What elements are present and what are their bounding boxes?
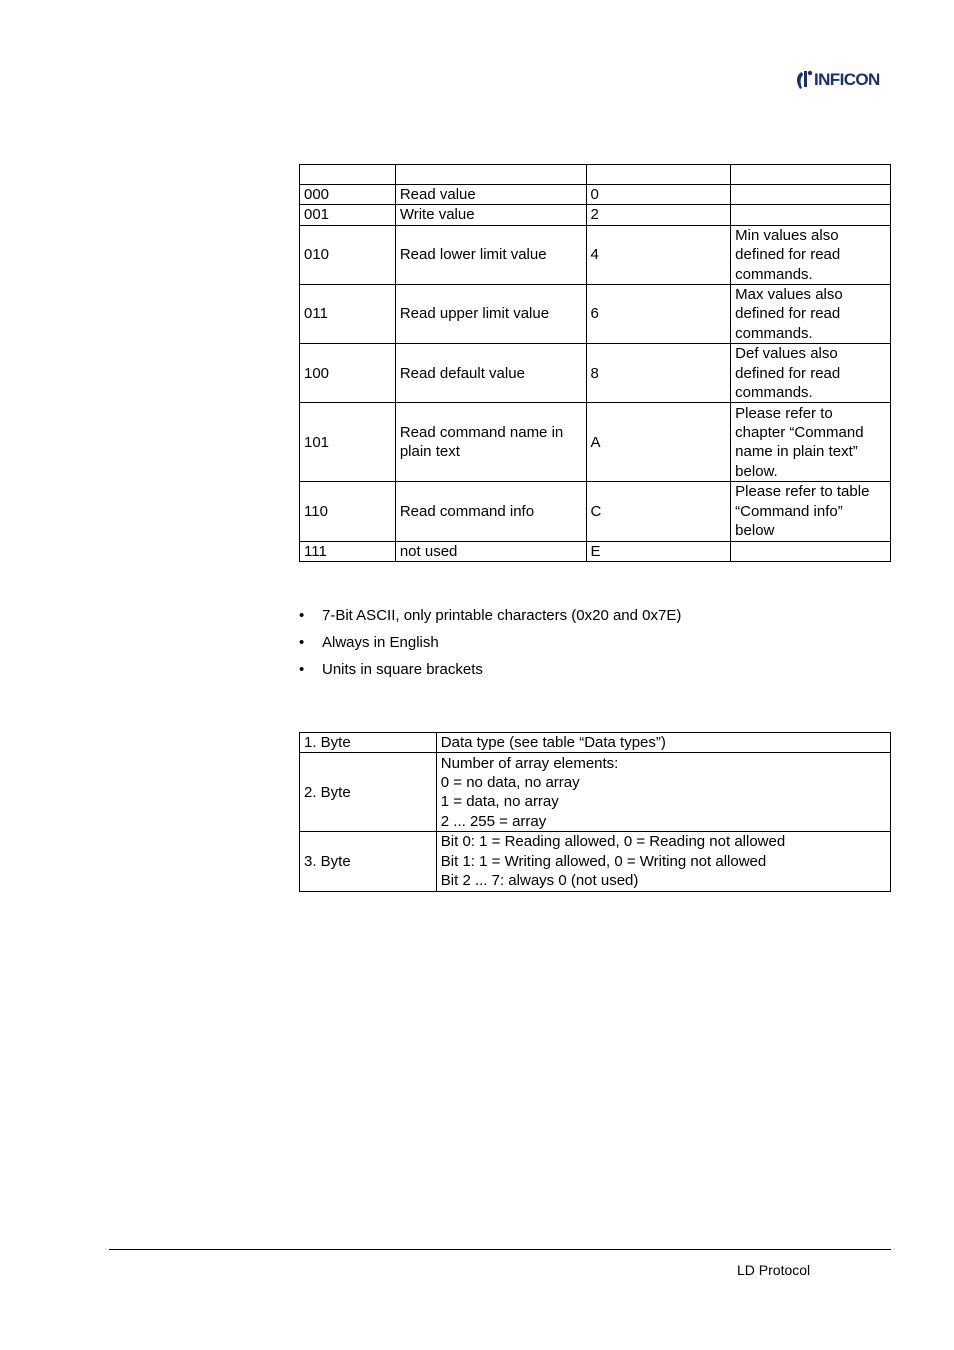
table-row bbox=[300, 832, 891, 891]
description-line: Bit 0: 1 = Reading allowed, 0 = Reading not allowed bbox=[440, 833, 786, 851]
bits-cell: 000 bbox=[300, 185, 396, 205]
code-cell: 8 bbox=[586, 344, 731, 403]
logo-text: INFICON bbox=[814, 69, 880, 89]
code-cell: 0 bbox=[586, 185, 731, 205]
note-cell bbox=[731, 205, 891, 225]
meaning-cell: Read command name in plain text bbox=[395, 403, 586, 482]
byte-cell: 3. Byte bbox=[300, 832, 437, 891]
note-cell: Please refer to chapter “Command name in plain text” below. bbox=[731, 403, 891, 482]
list-item-text: Units in square brackets bbox=[322, 661, 483, 678]
bits-cell: 011 bbox=[300, 285, 396, 344]
code-cell: 6 bbox=[586, 285, 731, 344]
bits-cell: 111 bbox=[300, 541, 396, 561]
code-cell: 4 bbox=[586, 225, 731, 284]
bits-cell: 101 bbox=[300, 403, 396, 482]
description-line: 1 = data, no array bbox=[440, 793, 559, 811]
inficon-logo-icon bbox=[795, 69, 813, 89]
list-item-text: 7-Bit ASCII, only printable characters (0x20 and 0x7E) bbox=[322, 607, 682, 624]
table-row bbox=[300, 403, 891, 482]
table-cell bbox=[731, 165, 891, 185]
bits-cell: 100 bbox=[300, 344, 396, 403]
description-line: Data type (see table “Data types”) bbox=[440, 734, 666, 751]
footer-divider bbox=[109, 1249, 891, 1250]
description-cell bbox=[436, 753, 890, 832]
bullet-icon: • bbox=[299, 634, 305, 651]
description-line: 0 = no data, no array bbox=[440, 774, 580, 791]
bullet-icon: • bbox=[299, 661, 305, 678]
description-line: Bit 2 ... 7: always 0 (not used) bbox=[440, 872, 639, 890]
meaning-cell: Read command info bbox=[395, 482, 586, 541]
note-cell: Min values also defined for read commands. bbox=[731, 225, 891, 284]
table-row bbox=[300, 482, 891, 541]
table-cell bbox=[300, 165, 396, 185]
meaning-cell: Read lower limit value bbox=[395, 225, 586, 284]
description-cell bbox=[436, 733, 890, 753]
table-row bbox=[300, 285, 891, 344]
note-cell: Max values also defined for read commands. bbox=[731, 285, 891, 344]
description-cell bbox=[436, 832, 890, 891]
table-row bbox=[300, 225, 891, 284]
description-line: Number of array elements: bbox=[440, 754, 619, 772]
table-row bbox=[300, 733, 891, 753]
note-cell: Please refer to table “Command info” below bbox=[731, 482, 891, 541]
meaning-cell: Write value bbox=[395, 205, 586, 225]
byte-cell: 1. Byte bbox=[300, 733, 437, 753]
table-row bbox=[300, 185, 891, 205]
list-item bbox=[299, 606, 681, 633]
bullet-list bbox=[299, 606, 681, 687]
bits-cell: 001 bbox=[300, 205, 396, 225]
code-cell: A bbox=[586, 403, 731, 482]
note-cell bbox=[731, 185, 891, 205]
list-item-text: Always in English bbox=[322, 634, 439, 651]
list-item bbox=[299, 660, 681, 687]
table-cell bbox=[586, 165, 731, 185]
byte-cell: 2. Byte bbox=[300, 753, 437, 832]
footer-title: LD Protocol bbox=[737, 1262, 811, 1278]
code-cell: C bbox=[586, 482, 731, 541]
table-row bbox=[300, 205, 891, 225]
note-cell bbox=[731, 541, 891, 561]
table-row bbox=[300, 753, 891, 832]
table-header-row bbox=[300, 165, 891, 185]
bits-cell: 110 bbox=[300, 482, 396, 541]
bits-cell: 010 bbox=[300, 225, 396, 284]
table-cell bbox=[395, 165, 586, 185]
list-item bbox=[299, 633, 681, 660]
command-table bbox=[299, 164, 891, 562]
meaning-cell: Read upper limit value bbox=[395, 285, 586, 344]
table-row bbox=[300, 344, 891, 403]
description-line: Bit 1: 1 = Writing allowed, 0 = Writing not allowed bbox=[440, 852, 767, 870]
bullet-icon: • bbox=[299, 607, 305, 624]
table-row bbox=[300, 541, 891, 561]
meaning-cell: Read default value bbox=[395, 344, 586, 403]
code-cell: E bbox=[586, 541, 731, 561]
description-line: 2 ... 255 = array bbox=[440, 812, 547, 830]
note-cell: Def values also defined for read commands. bbox=[731, 344, 891, 403]
code-cell: 2 bbox=[586, 205, 731, 225]
meaning-cell: not used bbox=[395, 541, 586, 561]
meaning-cell: Read value bbox=[395, 185, 586, 205]
inficon-logo bbox=[795, 68, 880, 90]
command-info-table bbox=[299, 732, 891, 892]
